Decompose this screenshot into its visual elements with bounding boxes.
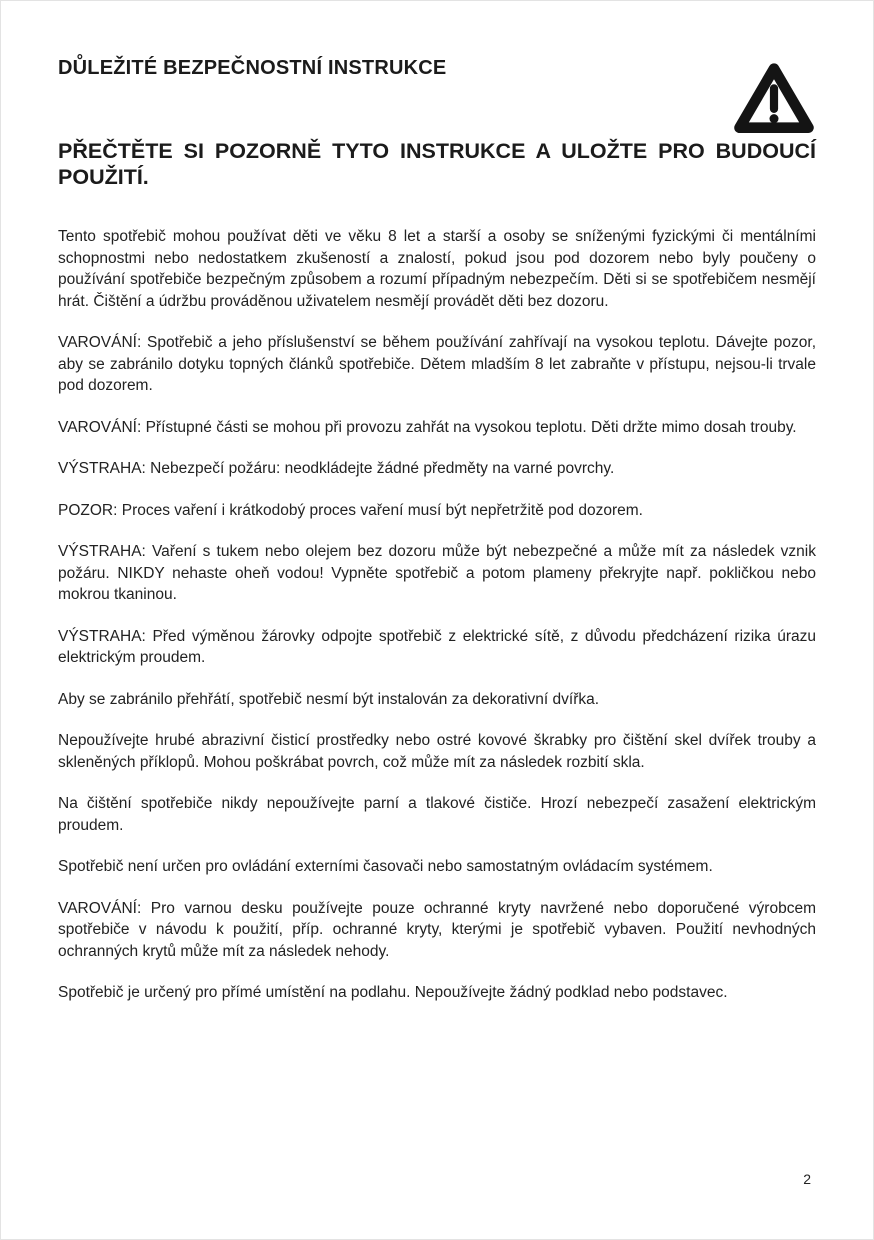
- safety-paragraph: Nepoužívejte hrubé abrazivní čisticí prostředky nebo ostré kovové škrabky pro čištění skel dvířek trouby a skleněných příklopů. Mohou poškrábat povrch, což může mít za následek rozbití skla.: [58, 732, 816, 771]
- page-number: 2: [803, 1171, 811, 1187]
- document-body: [58, 226, 816, 1004]
- page-title: DŮLEŽITÉ BEZPEČNOSTNÍ INSTRUKCE: [58, 57, 447, 79]
- safety-paragraph: VÝSTRAHA: Nebezpečí požáru: neodkládejte žádné předměty na varné povrchy.: [58, 460, 615, 478]
- safety-paragraph: VAROVÁNÍ: Přístupné části se mohou při provozu zahřát na vysokou teplotu. Děti držte mimo dosah trouby.: [58, 418, 797, 436]
- safety-paragraph: VÝSTRAHA: Vaření s tukem nebo olejem bez dozoru může být nebezpečné a může mít za následek vznik požáru. NIKDY nehaste oheň vodou! Vypněte spotřebič a potom plameny překryjte např. pokličkou nebo mokrou tkaninou.: [58, 543, 816, 604]
- safety-paragraph: Spotřebič je určený pro přímé umístění na podlahu. Nepoužívejte žádný podklad nebo podstavec.: [58, 984, 728, 1002]
- warning-triangle-icon: [733, 61, 815, 137]
- safety-paragraph: Spotřebič není určen pro ovládání externími časovači nebo samostatným ovládacím systémem.: [58, 858, 713, 876]
- safety-paragraph: Na čištění spotřebiče nikdy nepoužívejte parní a tlakové čističe. Hrozí nebezpečí zasažení elektrickým proudem.: [58, 795, 816, 834]
- safety-paragraph: VÝSTRAHA: Před výměnou žárovky odpojte spotřebič z elektrické sítě, z důvodu předcházení rizika úrazu elektrickým proudem.: [58, 627, 816, 667]
- safety-paragraph: Tento spotřebič mohou používat děti ve věku 8 let a starší a osoby se sníženými fyzickými či mentálními schopnostmi nebo nedostatkem zkušeností a znalostí, pokud jsou pod dozorem nebo byly poučeny o používání spotřebiče bezpečným způsobem a rozumí případným nebezpečím. Děti si se spotřebičem nesmějí hrát. Čištění a údržbu prováděnou uživatelem nesmějí provádět děti bez dozoru.: [58, 228, 816, 310]
- page-subtitle: PŘEČTĚTE SI POZORNĚ TYTO INSTRUKCE A ULOŽTE PRO BUDOUCÍ POUŽITÍ.: [58, 139, 816, 190]
- safety-paragraph: VAROVÁNÍ: Pro varnou desku používejte pouze ochranné kryty navržené nebo doporučené výrobcem spotřebiče v návodu k použití, příp. ochranné kryty, kterými je spotřebič vybaven. Použití nevhodných ochranných krytů může mít za následek nehody.: [58, 899, 816, 960]
- safety-paragraph: POZOR: Proces vaření i krátkodobý proces vaření musí být nepřetržitě pod dozorem.: [58, 501, 643, 519]
- safety-paragraph: VAROVÁNÍ: Spotřebič a jeho příslušenství se během používání zahřívají na vysokou teplotu. Dávejte pozor, aby se zabránilo dotyku topných článků spotřebiče. Dětem mladším 8 let zabraňte v přístupu, nejsou-li trvale pod dozorem.: [58, 334, 816, 395]
- safety-paragraph: Aby se zabránilo přehřátí, spotřebič nesmí být instalován za dekorativní dvířka.: [58, 690, 600, 708]
